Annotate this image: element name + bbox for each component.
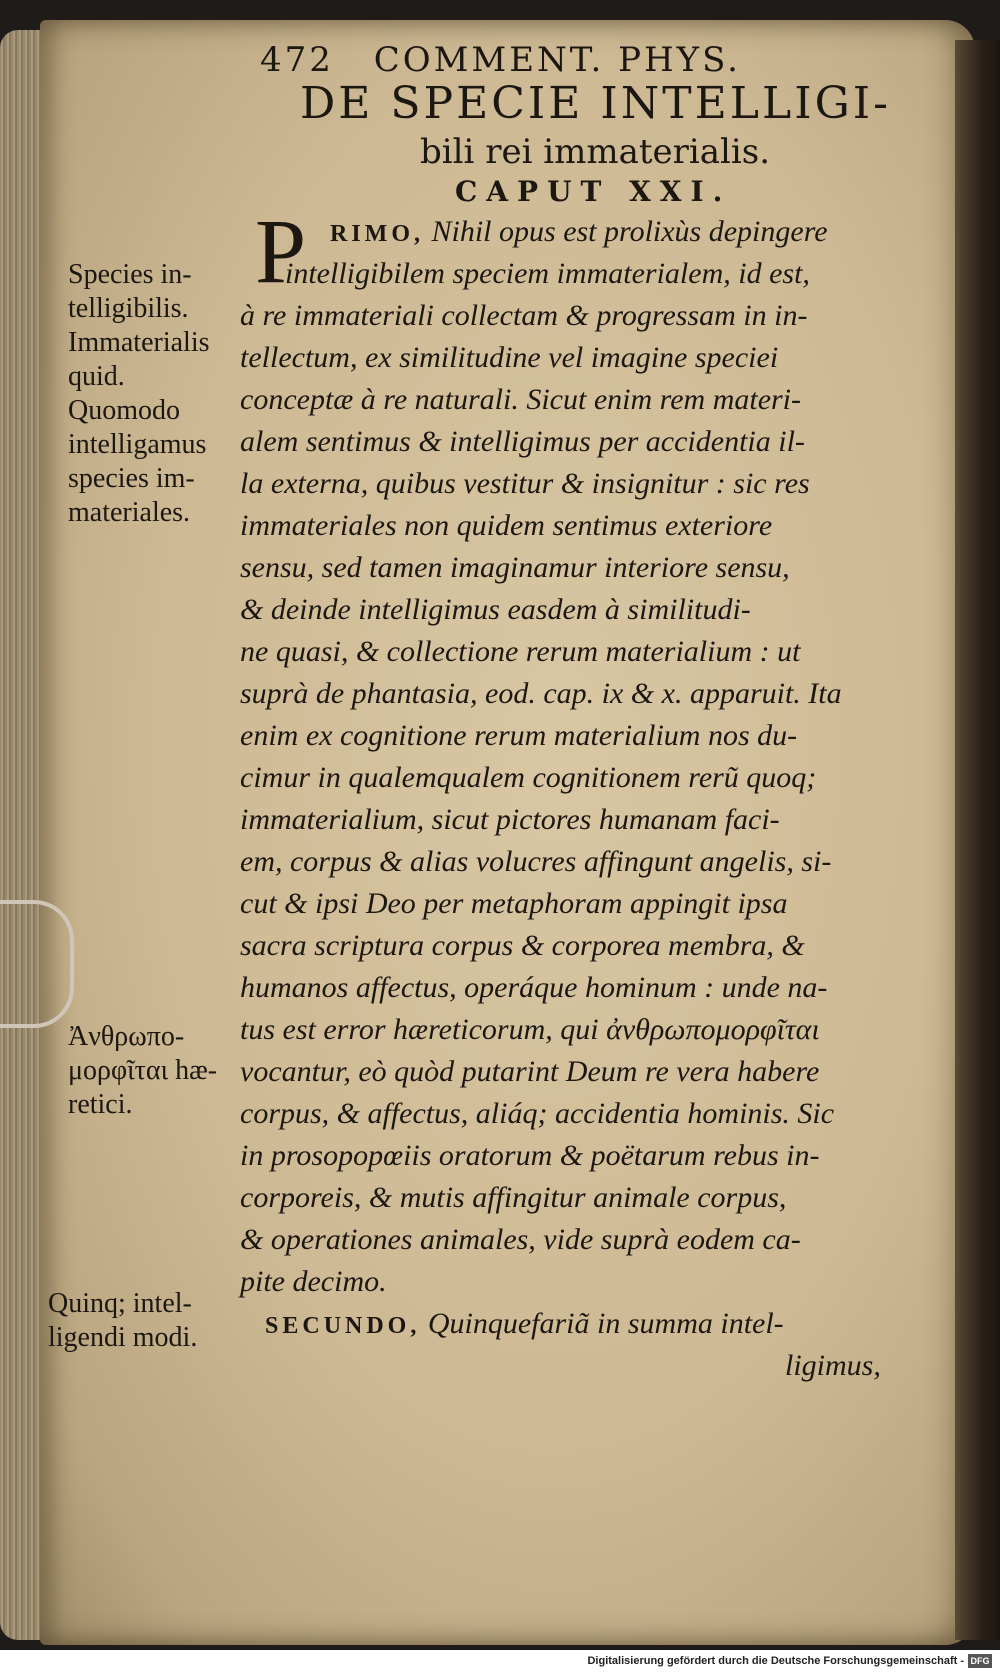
margin-note-line: μορφῖται hæ- xyxy=(68,1055,218,1086)
margin-note-line: quid. xyxy=(68,361,125,392)
text-line xyxy=(240,299,807,333)
margin-note-line: Species in- xyxy=(68,259,192,290)
footer-credit: Digitalisierung gefördert durch die Deutsche Forschungsgemeinschaft - xyxy=(587,1655,964,1667)
text-line xyxy=(240,761,816,795)
running-header xyxy=(260,40,741,80)
page-number: 472 xyxy=(260,40,334,80)
line-lead-word: RIMO, xyxy=(330,221,424,247)
line-text: immaterialium, sicut pictores humanam faci- xyxy=(240,803,780,836)
line-text: sacra scriptura corpus & corporea membra, & xyxy=(240,929,805,962)
running-title: COMMENT. PHYS. xyxy=(373,40,741,80)
line-text: ne quasi, & collectione rerum materialium : ut xyxy=(240,635,801,668)
drop-cap: P xyxy=(255,200,307,302)
dfg-logo: DFG xyxy=(968,1654,992,1668)
line-text: Nihil opus est prolixùs depingere xyxy=(424,215,828,248)
line-text: la externa, quibus vestitur & insignitur : sic res xyxy=(240,467,810,500)
footer-bar xyxy=(0,1650,1000,1673)
line-text: cut & ipsi Deo per metaphoram appingit ipsa xyxy=(240,887,788,920)
text-line xyxy=(240,1139,819,1173)
text-line xyxy=(240,1013,820,1047)
line-text: in prosopopœiis oratorum & poëtarum rebus in- xyxy=(240,1139,820,1172)
margin-note-line: Quinq; intel- xyxy=(48,1288,192,1319)
line-text: humanos affectus, operáque hominum : unde na- xyxy=(240,971,828,1004)
text-line xyxy=(240,509,772,543)
margin-note-line: species im- xyxy=(68,463,195,494)
chapter-title-line1: DE SPECIE INTELLIGI- xyxy=(300,78,891,129)
line-text: pite decimo. xyxy=(240,1265,387,1298)
text-line xyxy=(240,1265,387,1299)
text-line xyxy=(240,593,751,627)
chapter-title-line2: bili rei immaterialis. xyxy=(420,132,771,172)
margin-note-line: telligibilis. xyxy=(68,293,189,324)
line-text: sensu, sed tamen imaginamur interiore sensu, xyxy=(240,551,790,584)
margin-note-line: materiales. xyxy=(68,497,191,528)
line-text: vocantur, eò quòd putarint Deum re vera habere xyxy=(240,1055,820,1088)
line-text: Quinquefariã in summa intel- xyxy=(420,1307,784,1340)
text-line xyxy=(240,803,780,837)
text-line xyxy=(240,1055,819,1089)
margin-note-anthropomorphitae xyxy=(68,1020,217,1122)
text-line xyxy=(240,467,810,501)
line-text: tellectum, ex similitudine vel imagine speciei xyxy=(240,341,779,374)
book-clip xyxy=(0,900,74,1028)
line-text: enim ex cognitione rerum materialium nos du- xyxy=(240,719,798,752)
chapter-number: CAPUT XXI. xyxy=(455,175,732,208)
margin-note-line: Quomodo xyxy=(68,395,180,426)
text-line xyxy=(240,677,842,711)
text-line xyxy=(240,635,800,669)
text-line xyxy=(240,1223,801,1257)
text-line xyxy=(285,257,810,291)
line-text: & deinde intelligimus easdem à similitudi- xyxy=(240,593,751,626)
margin-note-species xyxy=(68,258,210,530)
text-line xyxy=(785,1349,881,1383)
text-line xyxy=(240,887,787,921)
line-text: conceptæ à re naturali. Sicut enim rem materi- xyxy=(240,383,802,416)
text-line xyxy=(240,425,805,459)
line-text: à re immateriali collectam & progressam in in- xyxy=(240,299,808,332)
line-text: corpus, & affectus, aliáq; accidentia hominis. Sic xyxy=(240,1097,835,1130)
text-line xyxy=(240,1181,786,1215)
line-text: suprà de phantasia, eod. cap. ix & x. apparuit. Ita xyxy=(240,677,842,710)
margin-note-line: retici. xyxy=(68,1089,133,1120)
line-text: ligimus, xyxy=(785,1349,881,1382)
margin-note-modi xyxy=(48,1287,197,1355)
text-line xyxy=(240,383,801,417)
text-line xyxy=(240,971,827,1005)
text-line xyxy=(265,1307,784,1341)
margin-note-line: Ἀνθρωπο- xyxy=(68,1021,185,1052)
text-line xyxy=(240,929,805,963)
text-line xyxy=(240,719,797,753)
margin-note-line: Immaterialis xyxy=(68,327,210,358)
margin-note-line: intelligamus xyxy=(68,429,207,460)
text-line xyxy=(240,341,778,375)
margin-note-line: ligendi modi. xyxy=(48,1322,198,1353)
text-line xyxy=(240,845,831,879)
line-text: em, corpus & alias volucres affingunt angelis, si- xyxy=(240,845,832,878)
line-text: immateriales non quidem sentimus exteriore xyxy=(240,509,773,542)
right-gutter xyxy=(955,40,1000,1640)
text-line xyxy=(330,215,828,249)
line-text: alem sentimus & intelligimus per accidentia il- xyxy=(240,425,805,458)
text-line xyxy=(240,1097,834,1131)
line-text: corporeis, & mutis affingitur animale corpus, xyxy=(240,1181,787,1214)
line-text: tus est error hæreticorum, qui ἀνθρωπομορφῖται xyxy=(240,1013,820,1046)
line-lead-word: SECUNDO, xyxy=(265,1313,421,1339)
text-line xyxy=(240,551,790,585)
line-text: intelligibilem speciem immaterialem, id est, xyxy=(285,257,810,290)
line-text: & operationes animales, vide suprà eodem ca- xyxy=(240,1223,801,1256)
line-text: cimur in qualemqualem cognitionem rerũ quoq; xyxy=(240,761,817,794)
